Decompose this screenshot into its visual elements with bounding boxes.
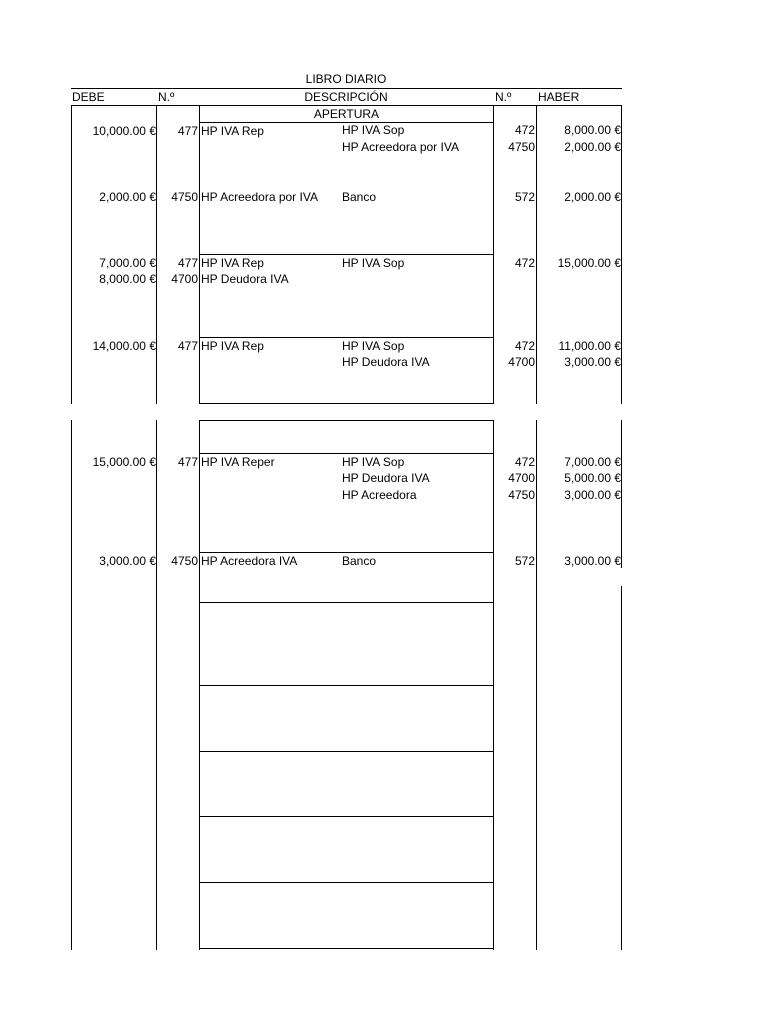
credit-amount: 11,000.00 € xyxy=(558,339,621,353)
debit-amount: 14,000.00 € xyxy=(92,339,156,353)
debit-amount: 2,000.00 € xyxy=(99,190,156,204)
debit-amount: 3,000.00 € xyxy=(99,554,156,568)
descripcion-header: DESCRIPCIÓN xyxy=(304,90,388,104)
debit-account-number: 4750 xyxy=(171,190,198,204)
credit-account-name: Banco xyxy=(342,554,377,568)
debit-account-name: HP IVA Reper xyxy=(201,455,275,469)
credit-amount: 8,000.00 € xyxy=(564,123,621,137)
credit-account-number: 572 xyxy=(514,554,535,568)
entry-separator xyxy=(199,948,494,949)
debit-account-number: 477 xyxy=(177,339,198,353)
column-line xyxy=(199,106,200,404)
account-number-header-right: N.º xyxy=(495,90,512,104)
debe-header: DEBE xyxy=(72,90,105,104)
credit-account-name: HP Deudora IVA xyxy=(342,355,430,369)
debit-amount: 7,000.00 € xyxy=(99,256,156,270)
debit-account-number: 477 xyxy=(177,124,198,138)
haber-header: HABER xyxy=(538,90,580,104)
credit-account-number: 472 xyxy=(514,123,535,137)
credit-account-number: 472 xyxy=(514,256,535,270)
debit-account-name: HP Acreedora IVA xyxy=(201,554,298,568)
credit-account-name: HP IVA Sop xyxy=(342,256,405,270)
debit-account-number: 477 xyxy=(177,455,198,469)
entry-separator xyxy=(199,751,494,752)
debit-account-name: HP IVA Rep xyxy=(201,256,264,270)
credit-account-number: 4750 xyxy=(508,140,535,154)
account-number-header-left: N.º xyxy=(158,90,175,104)
credit-account-name: HP IVA Sop xyxy=(342,339,405,353)
column-line xyxy=(621,586,622,950)
credit-account-name: HP Deudora IVA xyxy=(342,471,430,485)
entry-separator xyxy=(199,602,494,603)
entry-separator xyxy=(199,254,494,255)
entry-separator xyxy=(199,420,494,421)
entry-separator xyxy=(199,453,494,454)
page-title: LIBRO DIARIO xyxy=(305,72,387,86)
credit-amount: 3,000.00 € xyxy=(564,488,621,502)
column-line xyxy=(156,420,157,950)
credit-amount: 2,000.00 € xyxy=(564,140,621,154)
debit-amount: 8,000.00 € xyxy=(99,272,156,286)
header-bottom-rule xyxy=(71,105,622,106)
credit-account-name: Banco xyxy=(342,190,377,204)
entry-separator xyxy=(199,403,494,404)
debit-account-name: HP Deudora IVA xyxy=(201,272,289,286)
apertura-label: APERTURA xyxy=(313,107,380,121)
credit-account-name: HP Acreedora xyxy=(342,488,417,502)
column-line xyxy=(71,420,72,950)
column-line xyxy=(621,106,622,404)
credit-amount: 3,000.00 € xyxy=(564,355,621,369)
credit-amount: 3,000.00 € xyxy=(564,554,621,568)
entry-separator xyxy=(199,882,494,883)
entry-separator xyxy=(199,685,494,686)
credit-account-name: HP IVA Sop xyxy=(342,123,405,137)
credit-account-number: 472 xyxy=(514,339,535,353)
column-line xyxy=(621,420,622,568)
debit-amount: 10,000.00 € xyxy=(92,124,156,138)
credit-amount: 2,000.00 € xyxy=(564,190,621,204)
entry-separator xyxy=(199,337,494,338)
debit-account-name: HP Acreedora por IVA xyxy=(201,190,318,204)
debit-amount: 15,000.00 € xyxy=(92,455,156,469)
credit-account-number: 4700 xyxy=(508,355,535,369)
credit-account-number: 4700 xyxy=(508,471,535,485)
credit-account-number: 4750 xyxy=(508,488,535,502)
debit-account-number: 477 xyxy=(177,256,198,270)
credit-account-name: HP Acreedora por IVA xyxy=(342,140,459,154)
entry-separator xyxy=(199,552,494,553)
column-line xyxy=(71,106,72,404)
debit-account-number: 4750 xyxy=(171,554,198,568)
debit-account-name: HP IVA Rep xyxy=(201,124,264,138)
credit-amount: 7,000.00 € xyxy=(564,455,621,469)
column-line xyxy=(156,106,157,404)
credit-account-number: 572 xyxy=(514,190,535,204)
entry-separator xyxy=(199,816,494,817)
credit-account-number: 472 xyxy=(514,455,535,469)
header-rule xyxy=(71,88,622,89)
credit-amount: 5,000.00 € xyxy=(564,471,621,485)
debit-account-name: HP IVA Rep xyxy=(201,339,264,353)
credit-account-name: HP IVA Sop xyxy=(342,455,405,469)
credit-amount: 15,000.00 € xyxy=(557,256,621,270)
debit-account-number: 4700 xyxy=(171,272,198,286)
